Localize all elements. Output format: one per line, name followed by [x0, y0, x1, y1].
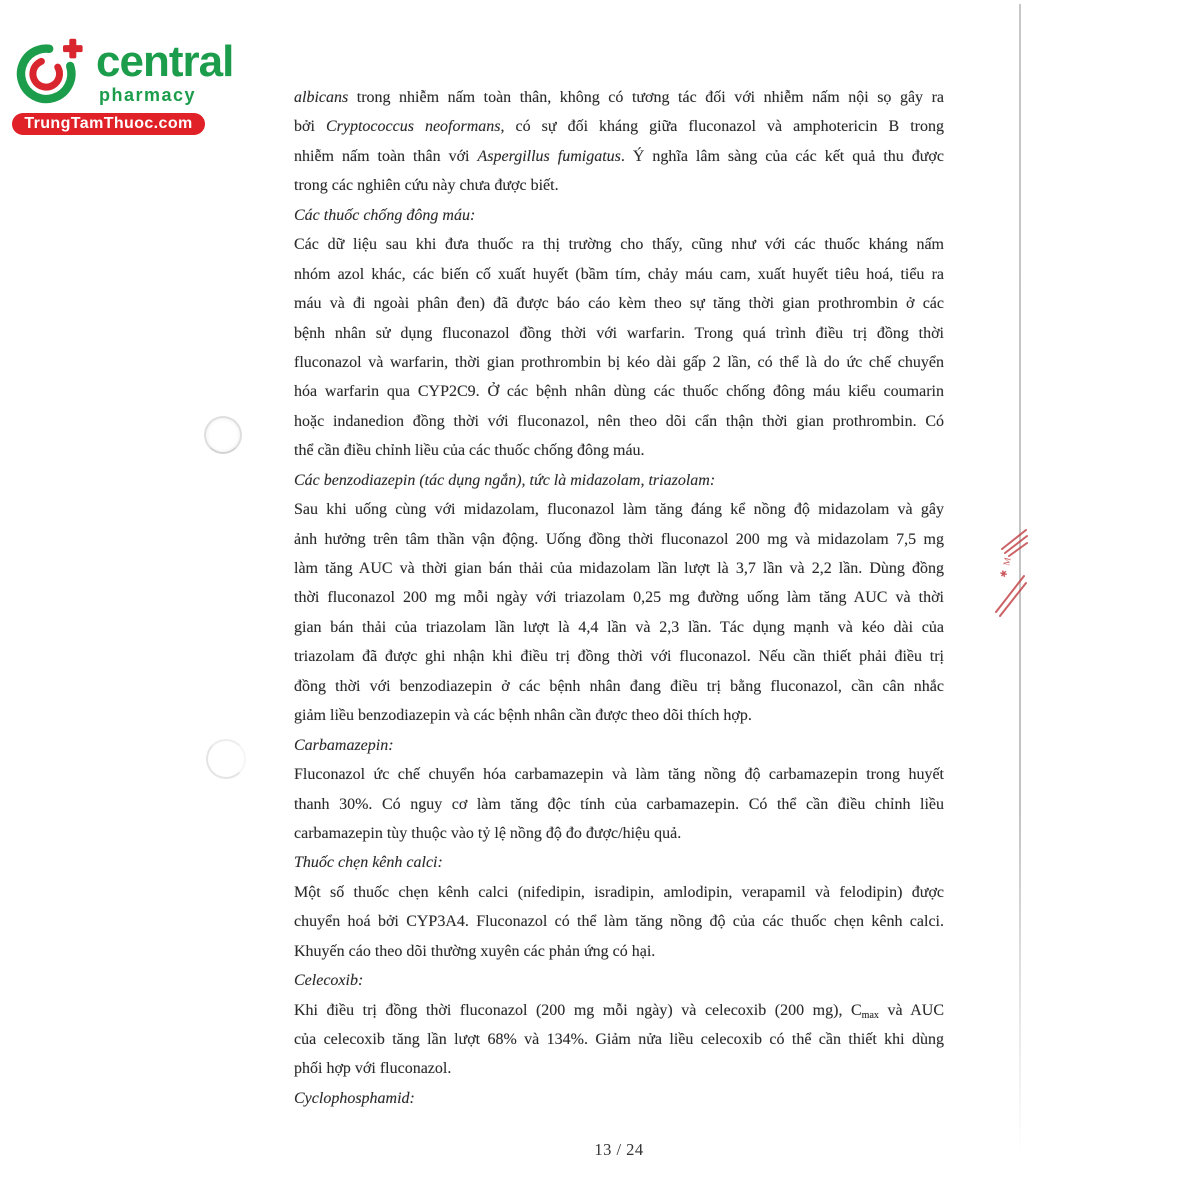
doc-text-run: Các dữ liệu sau khi đưa thuốc ra thị trường cho thấy, cũng như với các thuốc kháng nấm	[294, 236, 944, 254]
doc-text-run: Sau khi uống cùng với midazolam, fluconazol làm tăng đáng kể nồng độ midazolam và gây	[294, 501, 944, 519]
doc-text-run: Cyclophosphamid:	[294, 1089, 415, 1107]
central-pharmacy-logo	[12, 28, 232, 138]
red-stamp-icon	[993, 508, 1035, 620]
doc-text-line	[294, 348, 944, 377]
doc-text-run: Các thuốc chống đông máu:	[294, 206, 476, 224]
logo-banner: TrungTamThuoc.com	[12, 113, 205, 135]
doc-text-line	[294, 583, 944, 612]
doc-text-line	[294, 171, 944, 200]
logo-mark-icon	[14, 36, 84, 106]
doc-text-line	[294, 319, 944, 348]
doc-text-run: triazolam đã được ghi nhận khi điều trị đồng thời với fluconazol. Nếu cần thiết phải điều trị	[294, 648, 944, 666]
doc-text-run: thanh 30%. Có nguy cơ làm tăng độc tính của carbamazepin. Có thể cần điều chỉnh liều	[294, 795, 944, 813]
doc-text-line	[294, 495, 944, 524]
doc-text-line	[294, 83, 944, 112]
doc-text-run: Khi điều trị đồng thời fluconazol (200 mg mỗi ngày) và celecoxib (200 mg), C	[294, 1001, 862, 1019]
doc-text-line	[294, 613, 944, 642]
doc-text-line	[294, 112, 944, 141]
doc-text-run: đồng thời với benzodiazepin ở các bệnh nhân đang điều trị bằng fluconazol, cần cân nhắc	[294, 677, 944, 695]
document-body	[294, 83, 944, 1113]
doc-heading-line	[294, 966, 944, 995]
doc-text-line	[294, 289, 944, 318]
doc-text-line	[294, 260, 944, 289]
doc-text-run: Thuốc chẹn kênh calci:	[294, 854, 443, 872]
doc-text-line	[294, 436, 944, 465]
doc-text-run: gian bán thải của triazolam lần lượt là 4,4 lần và 2,3 lần. Tác dụng mạnh và kéo dài của	[294, 618, 944, 636]
doc-text-run: thời fluconazol 200 mg mỗi ngày với triazolam 0,25 mg đường uống làm tăng AUC và thời	[294, 589, 944, 607]
doc-heading-line	[294, 848, 944, 877]
doc-text-run: phối hợp với fluconazol.	[294, 1060, 452, 1078]
doc-text-line	[294, 642, 944, 671]
doc-text-run: trong nhiễm nấm toàn thân, không có tương tác đối với nhiễm nấm nội sọ gây ra	[348, 89, 944, 106]
doc-subscript-run: max	[861, 1009, 879, 1021]
doc-text-run: chuyển hoá bởi CYP3A4. Fluconazol có thể làm tăng nồng độ của các thuốc chẹn kênh calci.	[294, 913, 944, 931]
logo-sub-text: pharmacy	[99, 85, 197, 105]
doc-text-line	[294, 525, 944, 554]
doc-text-run: và AUC	[878, 1001, 944, 1019]
doc-text-run: Khuyến cáo theo dõi thường xuyên các phản ứng có hại.	[294, 942, 656, 960]
doc-text-line	[294, 407, 944, 436]
hole-punch	[204, 416, 242, 454]
doc-text-run: ảnh hưởng trên tâm thần vận động. Uống đồng thời fluconazol 200 mg và midazolam 7,5 mg	[294, 530, 944, 548]
doc-text-line	[294, 790, 944, 819]
doc-text-line	[294, 377, 944, 406]
doc-text-line	[294, 878, 944, 907]
stamp-letter: M	[1001, 556, 1013, 567]
doc-text-run: thể cần điều chỉnh liều của các thuốc chống đông máu.	[294, 442, 645, 460]
doc-text-line	[294, 701, 944, 730]
doc-text-run: bệnh nhân sử dụng fluconazol đồng thời với warfarin. Trong quá trình điều trị đồng thời	[294, 324, 944, 342]
doc-italic-run: albicans	[294, 89, 349, 106]
doc-italic-run: Cryptococcus neoformans	[325, 118, 501, 136]
doc-text-run: Các benzodiazepin (tác dụng ngắn), tức là midazolam, triazolam:	[294, 471, 716, 489]
doc-text-run: hoặc indanedion đồng thời với fluconazol, nên theo dõi cẩn thận thời gian prothrombin. Có	[294, 412, 944, 430]
doc-text-line	[294, 907, 944, 936]
doc-text-run: của celecoxib tăng lần lượt 68% và 134%. Giảm nửa liều celecoxib có thể cần thiết khi dùng	[294, 1031, 944, 1048]
doc-text-line	[294, 819, 944, 848]
doc-text-run: carbamazepin tùy thuộc vào tỷ lệ nồng độ đo được/hiệu quả.	[294, 824, 682, 842]
doc-heading-line	[294, 1084, 944, 1113]
doc-text-run: giảm liều benzodiazepin và các bệnh nhân cần được theo dõi thích hợp.	[294, 707, 752, 725]
doc-text-run: Fluconazol ức chế chuyển hóa carbamazepin và làm tăng nồng độ carbamazepin trong huyết	[294, 766, 944, 784]
doc-italic-run: Aspergillus fumigatus	[477, 147, 621, 165]
doc-text-line	[294, 760, 944, 789]
doc-text-line	[294, 142, 944, 171]
doc-text-run: , có sự đối kháng giữa fluconazol và amphotericin B trong	[500, 118, 944, 136]
doc-text-run: nhóm azol khác, các biến cố xuất huyết (bầm tím, chảy máu cam, xuất huyết tiêu hoá, tiểu ra	[294, 265, 944, 283]
doc-text-run: Một số thuốc chẹn kênh calci (nifedipin, isradipin, amlodipin, verapamil và felodipin) được	[294, 883, 944, 901]
doc-text-run: Celecoxib:	[294, 972, 364, 990]
doc-text-run: trong các nghiên cứu này chưa được biết.	[294, 177, 559, 195]
doc-text-line	[294, 937, 944, 966]
doc-text-run: bởi	[294, 118, 326, 136]
doc-text-run: nhiễm nấm toàn thân với	[294, 147, 478, 165]
doc-text-run: máu và đi ngoài phân đen) đã được báo cáo kèm theo sự tăng thời gian prothrombin ở các	[294, 295, 944, 313]
logo-brand-text: central	[96, 37, 234, 86]
stamp-letter: ✱	[998, 568, 1010, 579]
doc-text-line	[294, 554, 944, 583]
hole-punch	[206, 739, 246, 779]
doc-text-run: . Ý nghĩa lâm sàng của các kết quả thu được	[620, 147, 944, 165]
doc-text-line	[294, 996, 944, 1025]
doc-heading-line	[294, 466, 944, 495]
doc-text-run: fluconazol và warfarin, thời gian prothrombin bị kéo dài gấp 2 lần, có thể là do ức chế chuyển	[294, 353, 944, 371]
doc-text-run: làm tăng AUC và thời gian bán thải của midazolam lần lượt là 3,7 lần và 2,2 lần. Dùng đồng	[294, 560, 944, 577]
doc-text-run: Carbamazepin:	[294, 736, 394, 754]
doc-text-line	[294, 230, 944, 259]
doc-text-line	[294, 1054, 944, 1083]
page-number: 13 / 24	[594, 1140, 644, 1159]
doc-heading-line	[294, 731, 944, 760]
doc-text-run: hóa warfarin qua CYP2C9. Ở các bệnh nhân dùng các thuốc chống đông máu kiểu coumarin	[294, 383, 944, 401]
doc-text-line	[294, 1025, 944, 1054]
doc-text-line	[294, 672, 944, 701]
doc-heading-line	[294, 201, 944, 230]
